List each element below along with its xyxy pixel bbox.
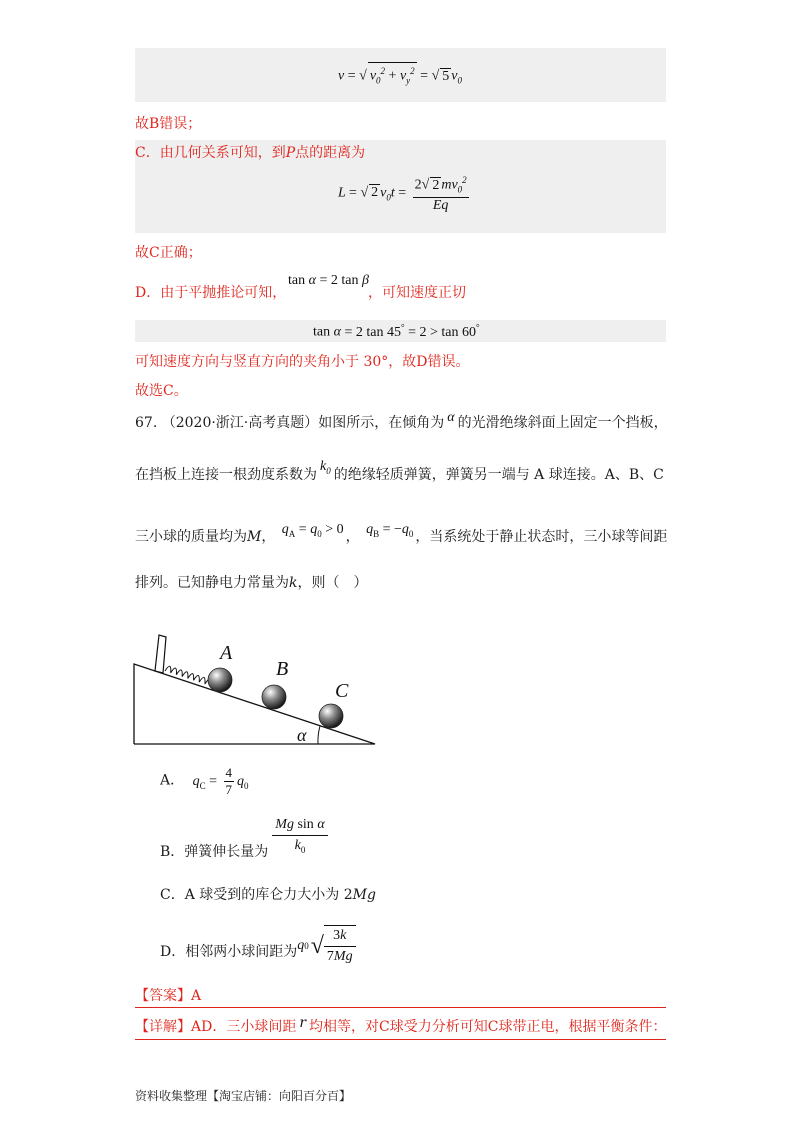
label-c: C (335, 680, 349, 702)
question-line1-a: （2020·浙江·高考真题）如图所示，在倾角为 (161, 415, 445, 431)
label-b: B (276, 658, 289, 680)
c-right-text: 故C正确； (135, 245, 202, 261)
answer-line (135, 1007, 666, 1008)
equation-tan2: tan α = 2 tan 45° = 2 > tan 60° (313, 322, 480, 340)
question-line-3: 三小球的质量均为M， $q_A = q_0 > 0$ ， $q_B = -q_0$ ，当系统处于静止状态时，三小球等间距 (135, 522, 668, 545)
c-rest: 点的距离为 (295, 145, 366, 161)
equation-L: L = √ 2 $v_0t$ = $\frac{2√ 2 mv_0^2}{Eq}$ (338, 172, 472, 214)
answer-label: 【答案】A (135, 988, 202, 1004)
c-label: C．由几何关系可知，到 (135, 145, 286, 161)
c-point: P (285, 145, 296, 161)
question-line3-d: ，当系统处于静止状态时，三小球等间距 (415, 529, 668, 545)
detail-line (135, 1039, 666, 1040)
question-line4-k: k (289, 575, 298, 591)
detail-text (135, 1017, 666, 1037)
detail-r: r (299, 1015, 307, 1031)
ball-a (208, 668, 232, 692)
option-a[interactable]: A． $q_C$ = $\frac{4}{7}$ $q_0$ (160, 765, 249, 797)
c-statement (135, 143, 365, 163)
ball-c (319, 704, 343, 728)
incline-outline (134, 664, 375, 744)
question-line3-a: 三小球的质量均为 (135, 529, 247, 545)
equation-tan1: tan α = 2 tan β (288, 273, 369, 288)
incline-figure (125, 625, 385, 755)
question-line4-b: ，则（ ） (297, 575, 368, 591)
option-a-label: A． (160, 772, 185, 789)
label-a: A (220, 642, 233, 664)
stop-plate (155, 635, 166, 673)
question-line-4 (135, 573, 367, 593)
option-c-text: C．A 球受到的库仑力大小为 2 (160, 887, 353, 903)
question-line-1: 67. （2020·浙江·高考真题）如图所示，在倾角为 α 的光滑绝缘斜面上固定一个挡板， (135, 410, 668, 431)
d-prefix: D．由于平抛推论可知， (135, 285, 287, 301)
option-b[interactable]: B．弹簧伸长量为 Mg sin α $k_0$ (160, 812, 328, 862)
option-d[interactable]: D．相邻两小球间距为 q 0 √ 3k 7Mg (160, 925, 356, 967)
d-suffix: ，可知速度正切 (368, 285, 466, 301)
label-alpha: α (297, 725, 307, 745)
question-line4-a: 排列。已知静电力常量为 (135, 575, 289, 591)
option-d-label: D．相邻两小球间距为 (160, 944, 298, 960)
question-line3-c: ， (345, 529, 360, 545)
question-line-2: 在挡板上连接一根劲度系数为$k_0$ 的绝缘轻质弹簧，弹簧另一端与 A 球连接。A、B、C (135, 459, 664, 483)
detail-rest: 均相等，对C球受力分析可知C球带正电，根据平衡条件： (309, 1019, 667, 1035)
choose-text: 故选C。 (135, 383, 188, 399)
option-c[interactable] (160, 885, 376, 905)
ball-b (262, 685, 286, 709)
b-wrong-text: 故B错误； (135, 116, 202, 132)
question-number: 67. (135, 415, 158, 431)
question-line3-b: ， (261, 529, 276, 545)
question-line2-a: 在挡板上连接一根劲度系数为 (135, 467, 317, 483)
question-line1-b: 的光滑绝缘斜面上固定一个挡板， (457, 415, 668, 431)
option-c-mg: Mg (352, 887, 376, 903)
question-line3-M: M (247, 529, 262, 545)
question-line2-b: 的绝缘轻质弹簧，弹簧另一端与 A 球连接。A、B、C (333, 467, 664, 483)
option-b-label: B．弹簧伸长量为 (160, 844, 269, 860)
footer-text: 资料收集整理【淘宝店铺：向阳百分百】 (135, 1089, 352, 1103)
detail-prefix: 【详解】AD．三小球间距 (135, 1019, 297, 1035)
d-conclusion: 可知速度方向与竖直方向的夹角小于 30°，故D错误。 (135, 354, 470, 370)
angle-arc (318, 726, 320, 744)
equation-v: v = √ $v_0^2 + v_y^2$ = √ 5 $v_0$ (338, 62, 462, 88)
